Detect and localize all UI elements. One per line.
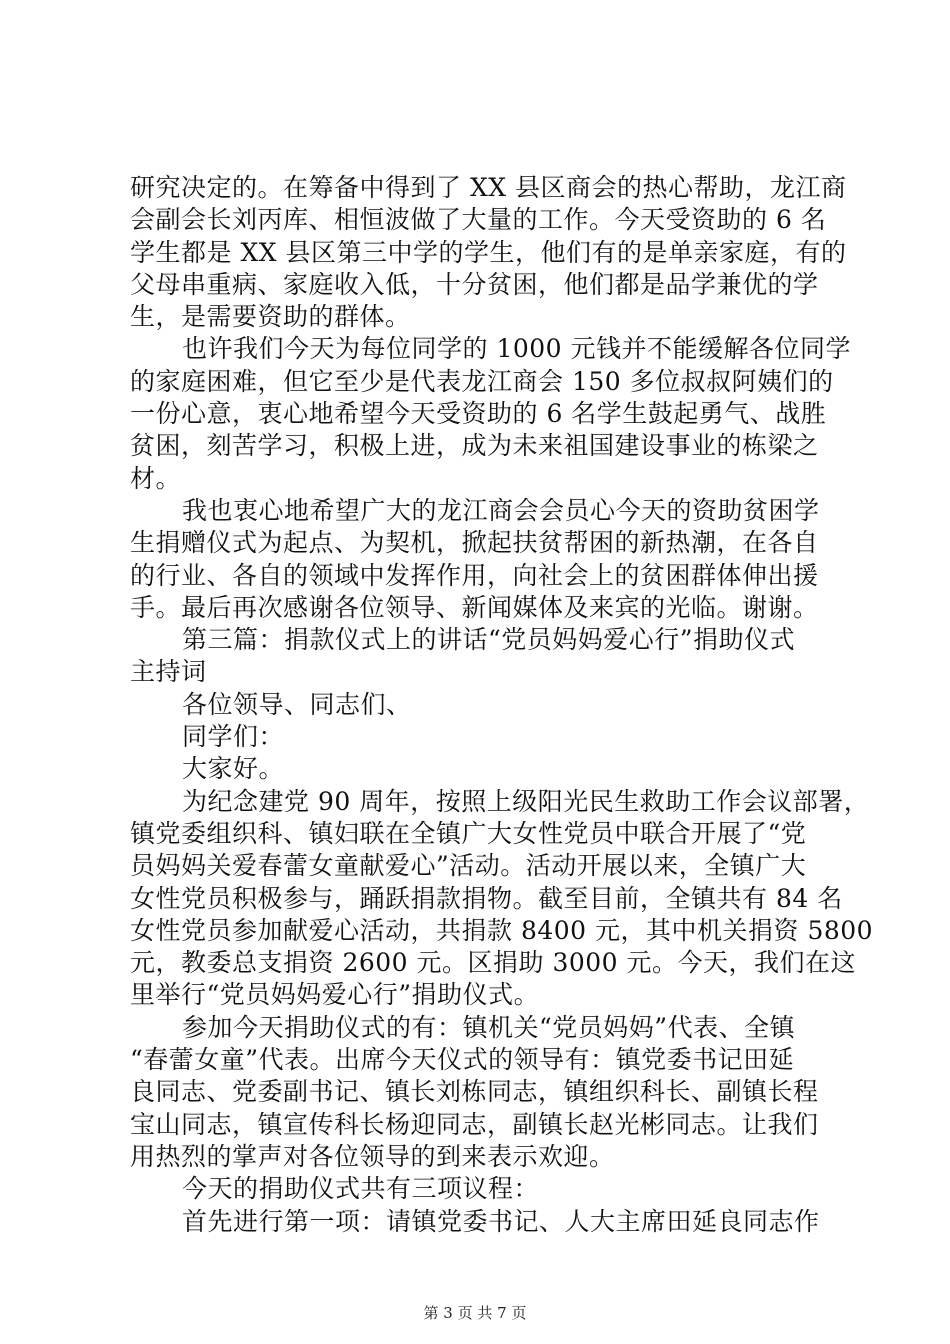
text-line: 参加今天捐助仪式的有：镇机关“党员妈妈”代表、全镇 xyxy=(182,1012,796,1042)
text-line: 手。最后再次感谢各位领导、新闻媒体及来宾的光临。谢谢。 xyxy=(130,592,819,622)
text-line: 会副会长刘丙库、相恒波做了大量的工作。今天受资助的 6 名 xyxy=(130,205,827,235)
text-line: 宝山同志，镇宣传科长杨迎同志，副镇长赵光彬同志。让我们 xyxy=(130,1109,819,1139)
text-line: 的家庭困难，但它至少是代表龙江商会 150 多位叔叔阿姨们的 xyxy=(130,366,834,396)
text-line: 一份心意，衷心地希望今天受资助的 6 名学生鼓起勇气、战胜 xyxy=(130,399,827,429)
text-line: 镇党委组织科、镇妇联在全镇广大女性党员中联合开展了“党 xyxy=(130,818,807,848)
text-line: 大家好。 xyxy=(182,754,285,784)
text-line: 学生都是 XX 县区第三中学的学生，他们有的是单亲家庭，有的 xyxy=(130,237,847,267)
text-line: 生，是需要资助的群体。 xyxy=(130,302,411,332)
text-line: 首先进行第一项：请镇党委书记、人大主席田延良同志作 xyxy=(182,1206,820,1236)
text-line: 同学们： xyxy=(182,722,285,752)
text-line: 各位领导、同志们、 xyxy=(182,689,412,719)
text-line: 贫困，刻苦学习，积极上进，成为未来祖国建设事业的栋梁之 xyxy=(130,431,819,461)
text-line: 女性党员参加献爱心活动，共捐款 8400 元，其中机关捐资 5800 xyxy=(130,915,874,945)
text-line: “春蕾女童”代表。出席今天仪式的领导有：镇党委书记田延 xyxy=(130,1045,795,1075)
text-line: 女性党员积极参与，踊跃捐款捐物。截至目前，全镇共有 84 名 xyxy=(130,883,843,913)
text-line: 良同志、党委副书记、镇长刘栋同志，镇组织科长、副镇长程 xyxy=(130,1077,819,1107)
text-line: 为纪念建党 90 周年，按照上级阳光民生救助工作会议部署， xyxy=(182,786,870,816)
text-line: 第三篇：捐款仪式上的讲话“党员妈妈爱心行”捐助仪式 xyxy=(182,625,796,655)
text-line: 生捐赠仪式为起点、为契机，掀起扶贫帮困的新热潮，在各自 xyxy=(130,528,819,558)
text-line: 员妈妈关爱春蕾女童献爱心”活动。活动开展以来，全镇广大 xyxy=(130,851,807,881)
document-body xyxy=(130,172,874,1238)
text-line: 元，教委总支捐资 2600 元。区捐助 3000 元。今天，我们在这 xyxy=(130,948,857,978)
text-line: 父母串重病、家庭收入低，十分贫困，他们都是品学兼优的学 xyxy=(130,269,819,299)
page-footer: 第 3 页 共 7 页 xyxy=(423,1304,527,1322)
text-line: 材。 xyxy=(130,463,182,493)
text-line: 里举行“党员妈妈爱心行”捐助仪式。 xyxy=(130,980,540,1010)
text-line: 主持词 xyxy=(130,657,207,687)
text-line: 今天的捐助仪式共有三项议程： xyxy=(182,1174,540,1204)
text-line: 的行业、各自的领域中发挥作用，向社会上的贫困群体伸出援 xyxy=(130,560,819,590)
text-line: 也许我们今天为每位同学的 1000 元钱并不能缓解各位同学 xyxy=(182,334,852,364)
text-line: 用热烈的掌声对各位领导的到来表示欢迎。 xyxy=(130,1141,615,1171)
text-line: 研究决定的。在筹备中得到了 XX 县区商会的热心帮助，龙江商 xyxy=(130,173,847,202)
text-line: 我也衷心地希望广大的龙江商会会员心今天的资助贫困学 xyxy=(182,495,820,525)
